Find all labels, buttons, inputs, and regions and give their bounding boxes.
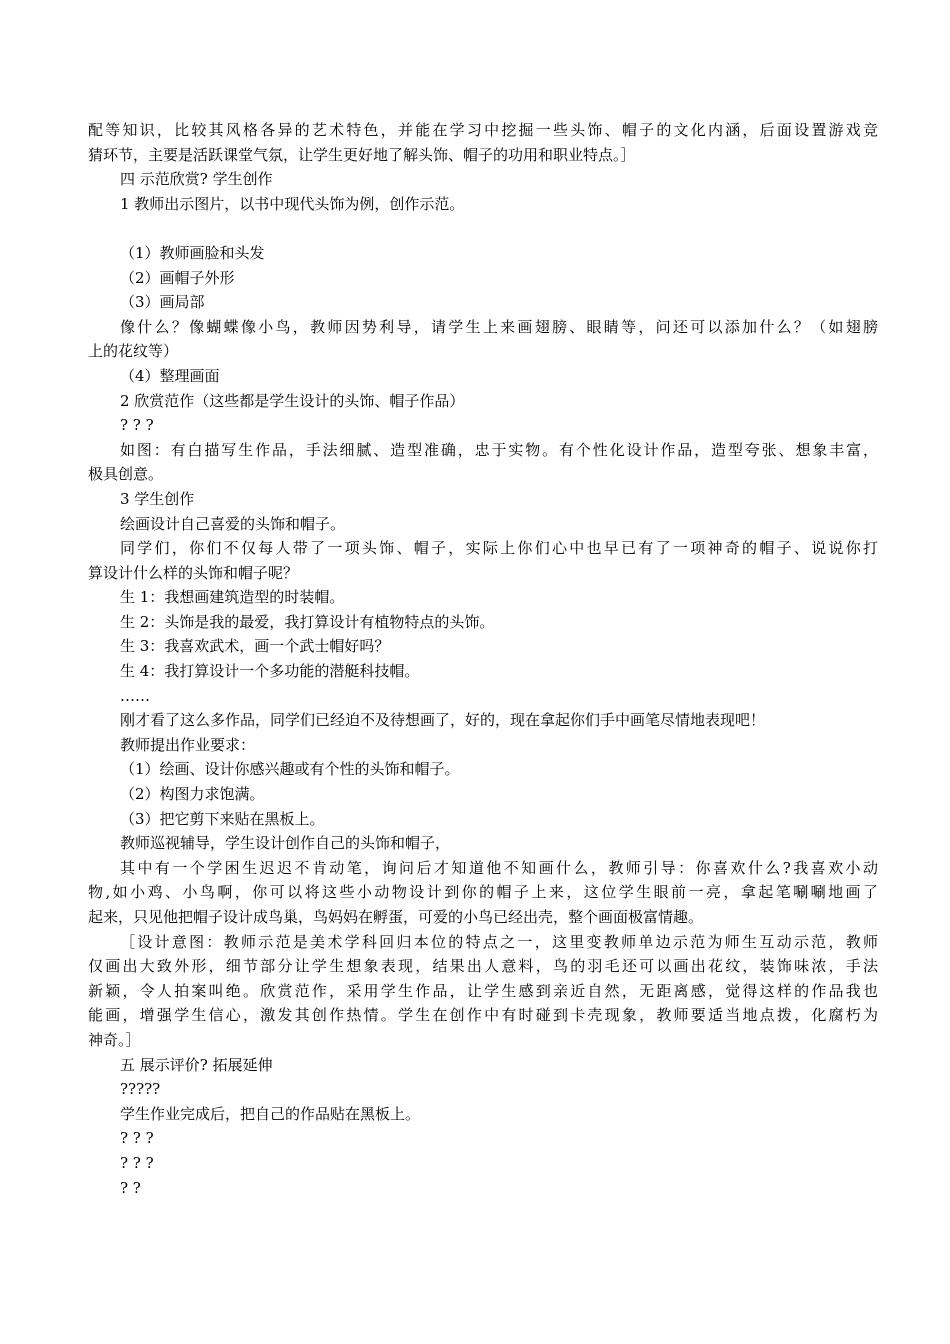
text-line: 教师提出作业要求： xyxy=(120,735,256,754)
text-line: 上的花纹等） xyxy=(88,342,179,361)
dialogue-line: 生 1：我想画建筑造型的时装帽。 xyxy=(120,588,345,607)
text-line: 算设计什么样的头饰和帽子呢？ xyxy=(88,563,299,582)
step-heading: 2 欣赏范作（这些都是学生设计的头饰、帽子作品） xyxy=(120,391,465,410)
text-line: 极具创意。 xyxy=(88,465,164,484)
text-line: 起来，只见他把帽子设计成鸟巢，鸟妈妈在孵蛋，可爱的小鸟已经出壳，整个画面极富情趣。 xyxy=(88,908,704,926)
dialogue-line: 生 4：我打算设计一个多功能的潜艇科技帽。 xyxy=(120,662,420,681)
design-note-line: ［设计意图：教师示范是美术学科回归本位的特点之一，这里变教师单边示范为师生互动示范，教师 xyxy=(120,932,878,951)
document-body xyxy=(88,118,878,1200)
text-line: 像什么？像蝴蝶像小鸟，教师因势利导，请学生上来画翅膀、眼睛等，问还可以添加什么？（如翅膀 xyxy=(120,317,878,336)
design-note-line: 仅画出大致外形，细节部分让学生想象表现，结果出人意料，鸟的羽毛还可以画出花纹，装饰味浓，手法 xyxy=(88,957,878,976)
text-line: 其中有一个学困生迟迟不肯动笔，询问后才知道他不知画什么，教师引导：你喜欢什么?我喜欢小动 xyxy=(120,858,878,877)
section-heading: 四 示范欣赏? 学生创作 xyxy=(120,170,273,189)
list-item: （1）教师画脸和头发 xyxy=(120,243,265,262)
text-line: 物,如小鸡、小鸟啊，你可以将这些小动物设计到你的帽子上来，这位学生眼前一亮，拿起笔唰唰地画了 xyxy=(88,883,878,902)
text-line: 教师巡视辅导，学生设计创作自己的头饰和帽子， xyxy=(120,834,451,853)
step-heading: 1 教师出示图片，以书中现代头饰为例，创作示范。 xyxy=(120,194,465,213)
step-heading: 3 学生创作 xyxy=(120,489,195,508)
list-item: （3）画局部 xyxy=(120,293,205,312)
design-note-line: 神奇。］ xyxy=(88,1030,141,1049)
text-line: 绘画设计自己喜爱的头饰和帽子。 xyxy=(120,514,346,533)
list-item: （2）构图力求饱满。 xyxy=(120,785,265,804)
ellipsis-line: …… xyxy=(120,686,150,705)
placeholder-marks: ? ? ? xyxy=(120,1153,154,1172)
list-item: （4）整理画面 xyxy=(120,366,220,385)
list-item: （2）画帽子外形 xyxy=(120,268,235,287)
text-line: 学生作业完成后，把自己的作品贴在黑板上。 xyxy=(120,1104,421,1123)
text-line: 猜环节，主要是活跃课堂气氛，让学生更好地了解头饰、帽子的功用和职业特点。］ xyxy=(88,145,636,164)
text-line: 如图：有白描写生作品，手法细腻、造型准确，忠于实物。有个性化设计作品，造型夸张、想象丰富， xyxy=(120,440,878,459)
design-note-line: 能画，增强学生信心，激发其创作热情。学生在创作中有时碰到卡壳现象，教师要适当地点拨，化腐朽为 xyxy=(88,1006,878,1025)
dialogue-line: 生 3：我喜欢武术，画一个武士帽好吗？ xyxy=(120,637,390,656)
section-heading: 五 展示评价? 拓展延伸 xyxy=(120,1055,273,1074)
list-item: （3）把它剪下来贴在黑板上。 xyxy=(120,809,325,828)
text-line: 同学们，你们不仅每人带了一项头饰、帽子，实际上你们心中也早已有了一项神奇的帽子、说说你打 xyxy=(120,539,878,558)
placeholder-marks: ? ? ? xyxy=(120,416,154,435)
dialogue-line: 生 2：头饰是我的最爱，我打算设计有植物特点的头饰。 xyxy=(120,612,495,631)
design-note-line: 新颖，令人拍案叫绝。欣赏范作，采用学生作品，让学生感到亲近自然，无距离感，觉得这样的作品我也 xyxy=(88,981,878,1000)
text-line: 配等知识，比较其风格各异的艺术特色，并能在学习中挖掘一些头饰、帽子的文化内涵，后面设置游戏竞 xyxy=(88,121,878,139)
placeholder-marks: ????? xyxy=(120,1080,161,1099)
placeholder-marks: ? ? xyxy=(120,1178,141,1197)
blank-line xyxy=(88,216,878,241)
list-item: （1）绘画、设计你感兴趣或有个性的头饰和帽子。 xyxy=(120,760,460,779)
text-line: 刚才看了这么多作品，同学们已经迫不及待想画了，好的，现在拿起你们手中画笔尽情地表现吧！ xyxy=(120,711,766,730)
placeholder-marks: ? ? ? xyxy=(120,1129,154,1148)
